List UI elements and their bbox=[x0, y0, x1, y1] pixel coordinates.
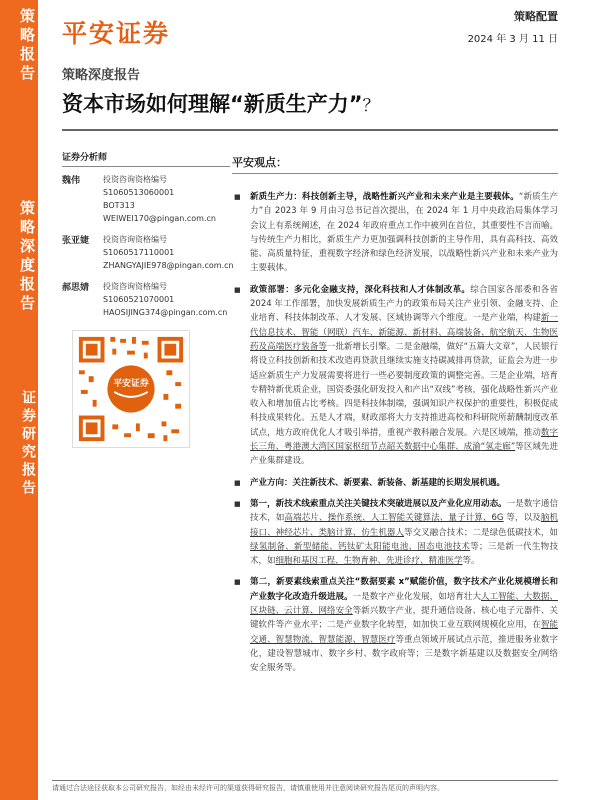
bullet-underline: 数字长三角、粤港澳大湾区国家枢纽节点韶关数据中心集群、成渝“氢走廊” bbox=[250, 427, 558, 453]
bullet-body: 一是数字通信技术，如 bbox=[250, 498, 558, 524]
bullet-lead: 新质生产力：科技创新主导，战略性新兴产业和未来产业是主要载体。 bbox=[250, 192, 519, 202]
analyst-email[interactable]: HAOSIJING374@pingan.com.cn bbox=[103, 308, 228, 317]
analyst-cert-no: S1060517110001 bbox=[103, 248, 175, 257]
report-subtitle: 策略深度报告 bbox=[62, 68, 141, 83]
viewpoint-section bbox=[232, 154, 558, 683]
analyst-name: 郝思婧 bbox=[62, 283, 90, 293]
sidebar-tag-depth-report: 策略深度报告 bbox=[18, 200, 36, 314]
viewpoint-heading: 平安观点： bbox=[232, 154, 558, 174]
bullet-lead: 产业方向：关注新技术、新要素、新装备、新基建的长期发展机遇。 bbox=[250, 477, 506, 488]
title-suffix: ？ bbox=[362, 96, 380, 116]
bullet-body: 等重点领域开展试点示范，推进服务业数字化，建设智慧城市、数字乡村、数字政府等；三是数字新基建以及数据安全/网络安全服务等。 bbox=[250, 634, 558, 674]
analyst-entry bbox=[62, 173, 230, 225]
bullet-body: 等，以及 bbox=[503, 513, 541, 524]
bullet-body: 一是数字产业化发展，如培育壮大 bbox=[352, 591, 482, 602]
analyst-panel bbox=[62, 150, 234, 327]
title-text: 资本市场如何理解“新质生产力” bbox=[62, 92, 363, 116]
analyst-heading: 证券分析师 bbox=[62, 150, 230, 167]
bullet-body: 等交叉融合技术；二是绿色低碳技术，如 bbox=[404, 527, 558, 538]
bullet-body: 综合国家各部委和各省 2024 年工作部署，加快发展新质生产力的政策布局关注产业引领、金融支持、企业培育、科技体制改革、人才发展、区域协调等六个维度。一是产业端，构建 bbox=[250, 284, 558, 324]
bullet-body: “新质生产力”自 2023 年 9 月由习总书记首次提出，在 2024 年 1 月中央政治局集体学习会议上有系统阐述，在 2024 年政府重点工作中被列在首位，其重要性不言而喻。与传统生产力相比，新质生产力更加强调科技创新的主导作用，具有高科技、高效能、高质量特征，重视数字经济和绿色经济发展，以战略性新兴产业和未来产业为主要载体。 bbox=[250, 192, 558, 274]
bullet-lead: 政策部署：多元化金融支持，深化科技和人才体制改革。 bbox=[250, 284, 471, 295]
bullet-body: 等；三是新一代生物技术，如 bbox=[250, 541, 558, 567]
bullet-body: 等。 bbox=[462, 556, 480, 567]
analyst-cert-no: S1060513060001 bbox=[103, 188, 175, 197]
analyst-entry bbox=[62, 233, 234, 272]
qr-code[interactable] bbox=[72, 330, 190, 448]
viewpoint-bullet bbox=[232, 476, 558, 490]
analyst-cert-label: 投资咨询资格编号 bbox=[103, 235, 167, 244]
bullet-body: 等新兴数字产业，提升通信设备、核心电子元器件、关键软件等产业水平；二是产业数字化转型，如加快工业互联网规模化应用，在 bbox=[250, 606, 558, 631]
bullet-underline: 脑机接口、神经芯片、类脑计算、仿生机器人 bbox=[250, 513, 559, 538]
report-date: 2024 年 3 月 11 日 bbox=[467, 34, 558, 45]
bullet-underline: 人工智能、大数据、区块链、云计算、网络安全 bbox=[250, 591, 558, 617]
analyst-name: 魏伟 bbox=[62, 176, 81, 186]
analyst-entry bbox=[62, 280, 230, 319]
bullet-body: 等区域先进产业集群建设。 bbox=[250, 442, 558, 467]
viewpoint-bullet bbox=[232, 283, 558, 469]
qr-logo-text: 平安证券 bbox=[113, 378, 149, 389]
footer-divider bbox=[52, 780, 558, 781]
analyst-name: 张亚婕 bbox=[62, 236, 90, 246]
analyst-cert-extra: BOT313 bbox=[103, 201, 135, 210]
bullet-underline: 细胞和基因工程、生物育种、先进诊疗、精准医学 bbox=[275, 556, 463, 567]
bullet-lead: 第二，新要素线索重点关注“数据要素 x”赋能价值，数字技术产业化规模增长和产业数字化改造升级进展。 bbox=[250, 577, 558, 602]
bullet-underline: 绿氢制备、新型储能、钙钛矿太阳能电池、固态电池技术 bbox=[250, 541, 471, 552]
bullet-lead: 第一，新技术线索重点关注关键技术突破进展以及产业化应用动态。 bbox=[250, 498, 507, 509]
analyst-email[interactable]: WEIWEI170@pingan.com.cn bbox=[103, 214, 216, 223]
qr-code-graphic bbox=[73, 331, 189, 447]
viewpoint-bullet bbox=[232, 575, 558, 675]
analyst-cert-no: S1060521070001 bbox=[103, 295, 175, 304]
bullet-underline: 智能交通、智慧物流、智慧能源、智慧医疗 bbox=[250, 620, 558, 645]
sidebar bbox=[0, 0, 38, 800]
sidebar-tag-research: 证券研究报告 bbox=[20, 390, 36, 498]
bullet-underline: 高端芯片、操作系统、人工智能关键算法、量子计算、6G bbox=[284, 513, 504, 524]
bullet-underline: 新一代信息技术、智能（网联）汽车、新能源、新材料、高端装备、航空航天、生物医药及高端医疗装备等 bbox=[250, 313, 558, 352]
viewpoint-bullet bbox=[232, 190, 558, 276]
sidebar-tag-report: 策略报告 bbox=[18, 8, 36, 84]
page-title bbox=[62, 88, 380, 118]
title-divider bbox=[62, 129, 558, 131]
footer-disclaimer: 请通过合法途径获取本公司研究报告，如经由未经许可的渠道获得研究报告，请慎重使用并注意阅读研究报告尾页的声明内容。 bbox=[52, 784, 444, 792]
analyst-email[interactable]: ZHANGYAJIE978@pingan.com.cn bbox=[103, 261, 234, 270]
viewpoint-bullet bbox=[232, 497, 558, 568]
analyst-cert-label: 投资咨询资格编号 bbox=[103, 175, 167, 184]
bullet-body: 一批新增长引擎。二是金融端，做好“五篇大文章”，人民银行将设立科技创新和技术改造再贷款且继续实施支持碳减排再贷款，证监会为进一步适应新质生产力发展需要将进行一些必要制度政策的调整完善。三是企业端，培育专精特新优质企业，国资委强化研发投入和产出“双线”考核，强化战略性新兴产业收入和增加值占比考核。四是科技体制端，强调知识产权保护的重要性，积极促成科技成果转化。五是人才端，财政部将大力支持推进高校和科研院所薪酬制度改革试点，地方政府优化人才吸引举措，重视产教科融合发展。六是区域端，推动 bbox=[250, 341, 558, 438]
brand-logo: 平安证券 bbox=[62, 19, 171, 48]
analyst-cert-label: 投资咨询资格编号 bbox=[103, 282, 167, 291]
report-category: 策略配置 bbox=[514, 10, 558, 23]
